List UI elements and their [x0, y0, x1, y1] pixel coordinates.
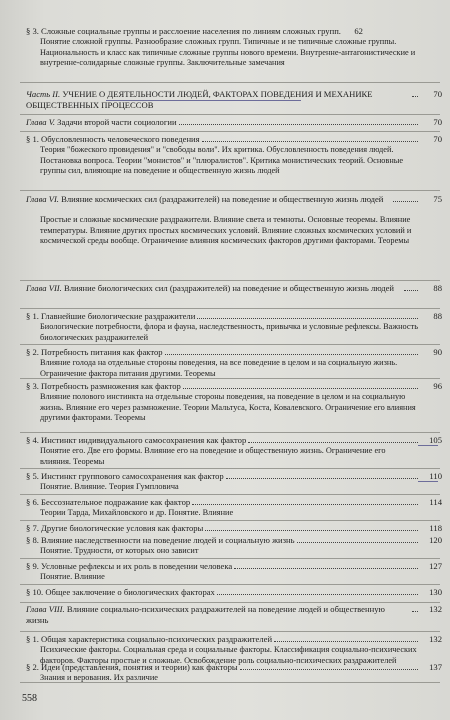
entry-page: 70 — [433, 117, 442, 127]
entry-title: § 10. Общее заключение о биологических факторах — [26, 587, 215, 597]
chapter-label: Глава VII. — [26, 283, 62, 293]
dot-leader — [197, 318, 418, 319]
chapter-label: Глава V. — [26, 117, 55, 127]
divider — [20, 631, 440, 632]
entry-page: 88 — [433, 283, 442, 293]
toc-entry — [26, 381, 442, 424]
dot-leader — [226, 478, 418, 479]
entry-page: 70 — [433, 89, 442, 99]
entry-description: Простые и сложные космические раздражители. Влияние света и темноты. Основные теоремы. Влияние температуры. Влияние других простых космических условий. Влияние сложных космических условий и космической среды вообще. Ограничение влияния космических факторов другими факторами. Теоремы — [40, 215, 412, 246]
divider — [20, 344, 440, 345]
entry-description: Понятие. Влияние — [40, 572, 105, 581]
entry-title: § 7. Другие биологические условия как факторы — [26, 523, 204, 533]
entry-page: 120 — [429, 535, 442, 545]
dot-leader — [248, 442, 418, 443]
ink-underline — [418, 481, 438, 482]
divider — [20, 280, 440, 281]
entry-title: § 9. Условные рефлексы и их роль в поведении человека — [26, 561, 233, 571]
entry-title: Влияние биологических сил (раздражителей) на поведение и общественную жизнь людей — [63, 283, 395, 293]
entry-title: § 8. Влияние наследственности на поведение людей и социальную жизнь — [26, 535, 295, 545]
entry-description: Понятие. Влияние. Теория Гумпловича — [40, 482, 179, 491]
toc-chapter — [26, 117, 442, 128]
entry-description: Понятие его. Две его формы. Влияние его на поведение и общественную жизнь. Ограничение его влияния. Теоремы — [40, 446, 386, 466]
entry-title: Влияние социально-психических раздражителей на поведение людей и общественную жизнь — [26, 604, 385, 625]
page-number: 558 — [22, 693, 37, 704]
dot-leader — [183, 388, 418, 389]
chapter-label: Глава VI. — [26, 194, 59, 204]
entry-page: 118 — [429, 523, 442, 533]
entry-description: Влияние голода на отдельные стороны поведения, на все поведение в целом и на социальную жизнь. Ограничение фактора питания другими. Теоремы — [40, 358, 398, 378]
divider — [20, 308, 440, 309]
divider — [20, 602, 440, 603]
divider — [20, 131, 440, 132]
entry-page: 105 — [429, 435, 442, 445]
divider — [20, 584, 440, 585]
divider — [20, 378, 440, 379]
toc-entry — [26, 26, 442, 69]
entry-title: § 1. Обусловленность человеческого поведения — [26, 134, 200, 144]
dot-leader — [217, 594, 418, 595]
ink-underline — [418, 445, 438, 446]
dot-leader — [179, 124, 418, 125]
entry-page: 130 — [429, 587, 442, 597]
entry-description: Теория "божеского провидения" и "свободы воли". Их критика. Обусловленность поведения людей. Постановка вопроса. Теории "монистов" и "плюралистов". Критика монистических теорий. Основные группы сил, влияющие на поведение и общественную жизнь людей — [40, 145, 404, 176]
toc-chapter — [26, 283, 442, 294]
entry-title: § 2. Идеи (представления, понятия и теории) как факторы — [26, 662, 238, 672]
entry-page: 127 — [429, 561, 442, 571]
divider — [20, 82, 440, 83]
toc-entry — [26, 134, 442, 177]
entry-page: 132 — [429, 634, 442, 644]
entry-description: Знания и верования. Их различие — [40, 673, 158, 682]
entry-title: Задачи второй части социологии — [57, 117, 177, 127]
divider — [20, 432, 440, 433]
entry-page: 137 — [429, 662, 442, 672]
divider — [20, 468, 440, 469]
entry-page: 70 — [433, 134, 442, 144]
toc-entry — [26, 561, 442, 583]
entry-description: Понятие. Трудности, от которых оно зависит — [40, 546, 199, 555]
entry-description: Понятие сложной группы. Разнообразие сложных групп. Типичные и не типичные сложные группы. Национальность и класс как типичные сложные группы нового времени. Внутренне-антагонистические и внутренне-солидарные сложные группы. Заключительные замечания — [40, 37, 416, 68]
entry-description: Психические факторы. Социальная среда и социальные факторы. Классификация социально-психических факторов. Факторы простые и сложные. Освобождение роль социально-психических раздражителей — [40, 645, 417, 665]
toc-entry — [26, 523, 442, 534]
toc-entry — [26, 497, 442, 519]
entry-page: 110 — [429, 471, 442, 481]
divider — [20, 494, 440, 495]
dot-leader — [393, 201, 418, 202]
dot-leader — [165, 354, 418, 355]
entry-page: 132 — [429, 604, 442, 614]
divider — [20, 558, 440, 559]
entry-title: § 1. Общая характеристика социально-психических раздражителей — [26, 634, 273, 644]
entry-page: 75 — [433, 194, 442, 204]
dot-leader — [192, 504, 418, 505]
divider — [20, 190, 440, 191]
toc-entry — [26, 587, 442, 598]
toc-entry — [26, 471, 442, 493]
entry-description: Влияние полового инстинкта на отдельные стороны поведения, на поведение в целом и на социальную жизнь. Влияние его через размножение. Теории Мальтуса, Коста, Ковалевского. Ограничение его влияния другими факторами. Теоремы — [40, 392, 416, 423]
chapter-label: Глава VIII. — [26, 604, 65, 614]
dot-leader — [412, 96, 418, 97]
entry-page: 96 — [433, 381, 442, 391]
toc-entry — [26, 347, 442, 379]
entry-title: Влияние космических сил (раздражителей) на поведение и общественную жизнь людей — [61, 194, 384, 204]
dot-leader — [202, 141, 418, 142]
part-label: Часть II. — [26, 89, 61, 99]
toc-entry — [26, 311, 442, 343]
toc-entry — [26, 435, 442, 467]
ink-underline — [106, 100, 301, 101]
entry-title: § 6. Бессознательное подражание как фактор — [26, 497, 191, 507]
entry-page: 62 — [354, 26, 363, 36]
entry-title: § 3. Потребность размножения как фактор — [26, 381, 181, 391]
entry-title: § 1. Главнейшие биологические раздражители — [26, 311, 196, 321]
dot-leader — [274, 641, 418, 642]
entry-title: УЧЕНИЕ О ДЕЯТЕЛЬНОСТИ ЛЮДЕЙ, ФАКТОРАХ ПОВЕДЕНИЯ И МЕХАНИКЕ ОБЩЕСТВЕННЫХ ПРОЦЕССОВ — [26, 89, 373, 110]
entry-title: § 3. Сложные социальные группы и расслоение населения по линиям сложных групп. — [26, 26, 341, 36]
divider — [20, 520, 440, 521]
toc-chapter — [26, 194, 442, 247]
divider — [20, 114, 440, 115]
dot-leader — [205, 530, 418, 531]
entry-title: § 2. Потребность питания как фактор — [26, 347, 163, 357]
entry-page: 88 — [433, 311, 442, 321]
dot-leader — [297, 542, 418, 543]
dot-leader — [240, 669, 418, 670]
dot-leader — [412, 611, 418, 612]
dot-leader — [404, 290, 418, 291]
toc-entry — [26, 535, 442, 557]
entry-description: Теории Тарда, Михайловского и др. Понятие. Влияние — [40, 508, 234, 517]
entry-title: § 4. Инстинкт индивидуального самосохранения как фактор — [26, 435, 247, 445]
dot-leader — [234, 568, 418, 569]
toc-chapter — [26, 604, 442, 626]
entry-title: § 5. Инстинкт группового самосохранения как фактор — [26, 471, 224, 481]
entry-page: 114 — [429, 497, 442, 507]
toc-entry — [26, 662, 442, 684]
entry-description: Биологические потребности, флора и фауна, наследственность, привычка и условные рефлексы. Важность биологических раздражителей — [40, 322, 418, 342]
entry-page: 90 — [433, 347, 442, 357]
